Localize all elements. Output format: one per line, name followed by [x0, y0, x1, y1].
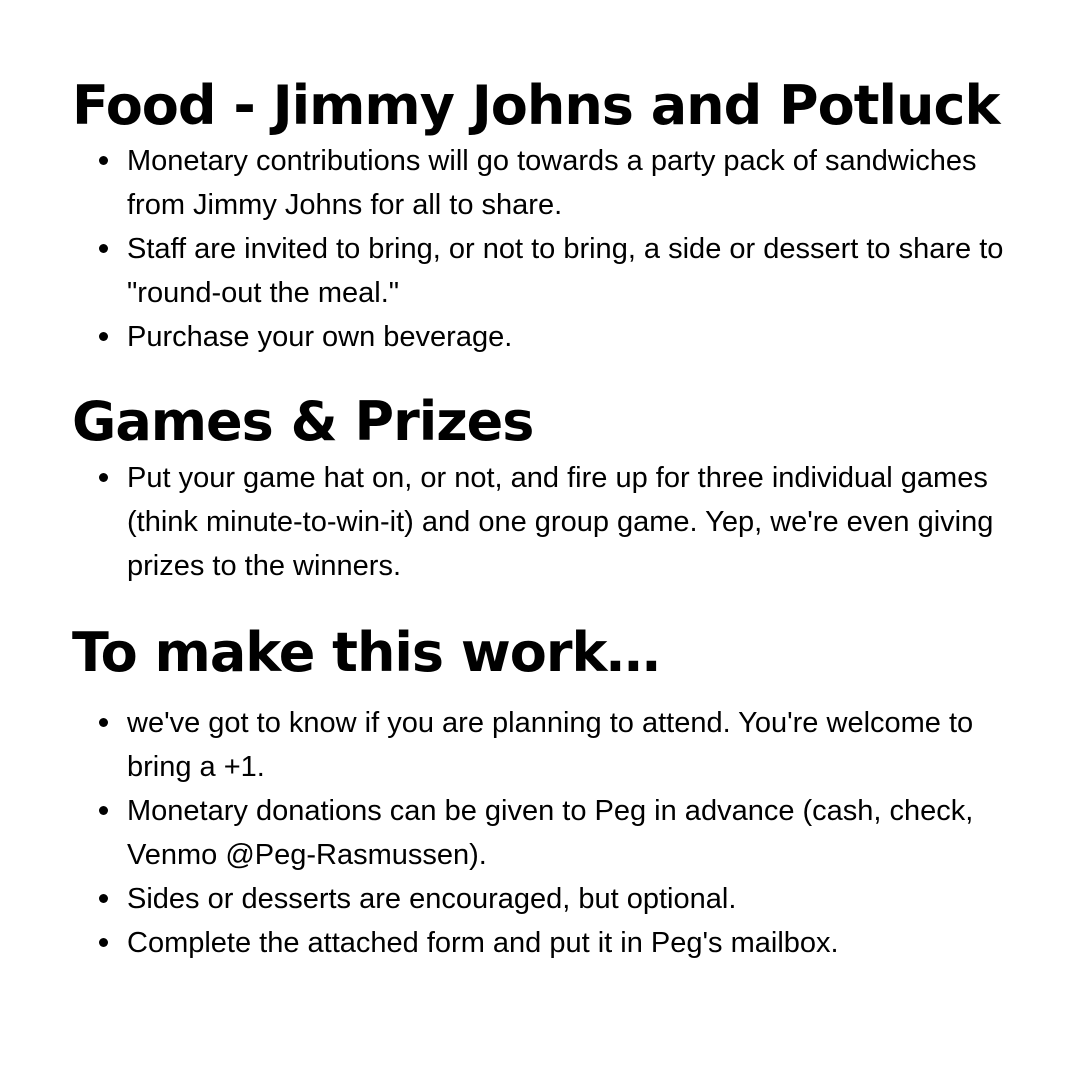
list-item — [72, 315, 1012, 359]
work-heading: To make this work… — [72, 621, 660, 684]
work-section — [72, 621, 1012, 965]
list-item-text: Staff are invited to bring, or not to bring, a side or dessert to share to "round-out the meal." — [127, 233, 1004, 309]
bullet-icon — [99, 156, 108, 165]
bullet-icon — [99, 718, 108, 727]
list-item — [72, 877, 1012, 921]
list-item — [72, 921, 1012, 965]
list-item — [72, 789, 1012, 877]
bullet-icon — [99, 894, 108, 903]
list-item-text: Monetary donations can be given to Peg in advance (cash, check, Venmo @Peg-Rasmussen). — [127, 795, 974, 871]
food-list — [72, 139, 1012, 359]
list-item-text: Monetary contributions will go towards a party pack of sandwiches from Jimmy Johns for all to share. — [127, 145, 977, 221]
list-item — [72, 456, 1012, 588]
bullet-icon — [99, 938, 108, 947]
list-item-text: Sides or desserts are encouraged, but optional. — [127, 883, 737, 915]
bullet-icon — [99, 244, 108, 253]
bullet-icon — [99, 473, 108, 482]
list-item — [72, 227, 1012, 315]
food-section — [72, 74, 1012, 359]
list-item-text: we've got to know if you are planning to attend. You're welcome to bring a +1. — [127, 707, 974, 783]
list-item-text: Purchase your own beverage. — [127, 321, 513, 353]
work-list — [72, 701, 1012, 965]
list-item-text: Put your game hat on, or not, and fire up for three individual games (think minute-to-win-it) and one group game. Yep, we're even giving prizes to the winners. — [127, 462, 994, 582]
list-item — [72, 701, 1012, 789]
food-heading: Food - Jimmy Johns and Potluck — [72, 74, 1000, 137]
list-item-text: Complete the attached form and put it in Peg's mailbox. — [127, 927, 839, 959]
list-item — [72, 139, 1012, 227]
bullet-icon — [99, 332, 108, 341]
games-heading: Games & Prizes — [72, 390, 534, 453]
bullet-icon — [99, 806, 108, 815]
games-section — [72, 390, 1012, 588]
games-list — [72, 456, 1012, 588]
